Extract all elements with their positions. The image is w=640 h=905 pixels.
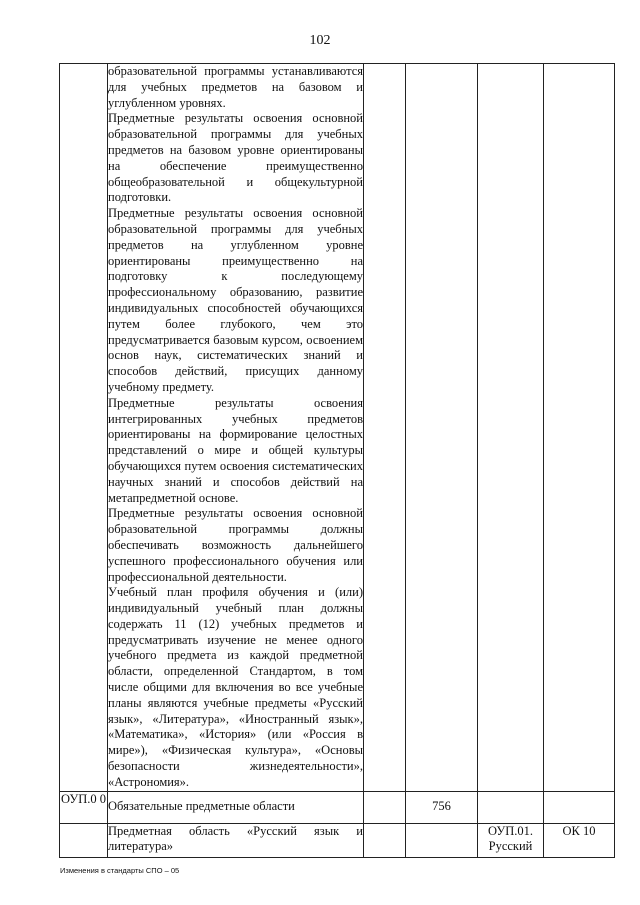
footer-note: Изменения в стандарты СПО – 05 (60, 866, 180, 875)
paragraph: Предметные результаты освоения интегрированных учебных предметов ориентированы на формирование целостных представлений о мире и общей культуры обучающихся путем освоения систематических научных знаний и способов действий на метапредметной основе. (108, 395, 363, 505)
table-row (60, 791, 615, 823)
paragraph: Предметные результаты освоения основной образовательной программы должны обеспечивать возможность дальнейшего успешного профессионального обучения или профессиональной деятельности. (108, 506, 363, 584)
row-competence (544, 791, 615, 823)
row-hours: 756 (406, 791, 478, 823)
row-description: Обязательные предметные области (108, 791, 364, 823)
empty-cell (364, 64, 406, 792)
paragraph: Учебный план профиля обучения и (или) индивидуальный учебный план должны содержать 11 (12) учебных предметов и предусматривать изучение не менее одного учебного предмета из каждой предметной области, определенной Стандартом, в том числе общими для включения во все учебные планы являются учебные предметы «Русский язык», «Литература», «Иностранный язык», «Математика», «История» (или «Россия в мире»), «Физическая культура», «Основы безопасности жизнедеятельности», «Астрономия». (108, 585, 363, 789)
page-number: 102 (309, 33, 331, 48)
row-competence (544, 64, 615, 792)
empty-cell (364, 791, 406, 823)
table-row (60, 64, 615, 792)
paragraph: Предметные результаты освоения основной образовательной программы для учебных предметов на базовом уровне ориентированы на обеспечение преимущественно общеобразовательной и общекультурной подготовки. (108, 111, 363, 205)
row-code: ОУП.0 0 (60, 791, 108, 823)
row-hours (406, 64, 478, 792)
curriculum-table (59, 63, 615, 858)
paragraph: Предметные результаты освоения основной образовательной программы для учебных предметов на углубленном уровне ориентированы преимущественно на подготовку к последующему профессиональному образованию, развитие индивидуальных способностей обучающихся путем более глубокого, чем это предусматривается базовым курсом, освоением основ наук, систематических знаний и способов действий, присущих данному учебному предмету. (108, 206, 363, 394)
table-row (60, 823, 615, 857)
row-ref (478, 64, 544, 792)
row-hours (406, 823, 478, 857)
paragraph: образовательной программы устанавливаются для учебных предметов на базовом и углубленном уровнях. (108, 64, 363, 110)
row-description (108, 64, 364, 792)
row-competence: ОК 10 (544, 823, 615, 857)
empty-cell (364, 823, 406, 857)
row-ref: ОУП.01. Русский (478, 823, 544, 857)
row-code (60, 823, 108, 857)
row-code (60, 64, 108, 792)
row-ref (478, 791, 544, 823)
row-description: Предметная область «Русский язык и литература» (108, 823, 364, 857)
